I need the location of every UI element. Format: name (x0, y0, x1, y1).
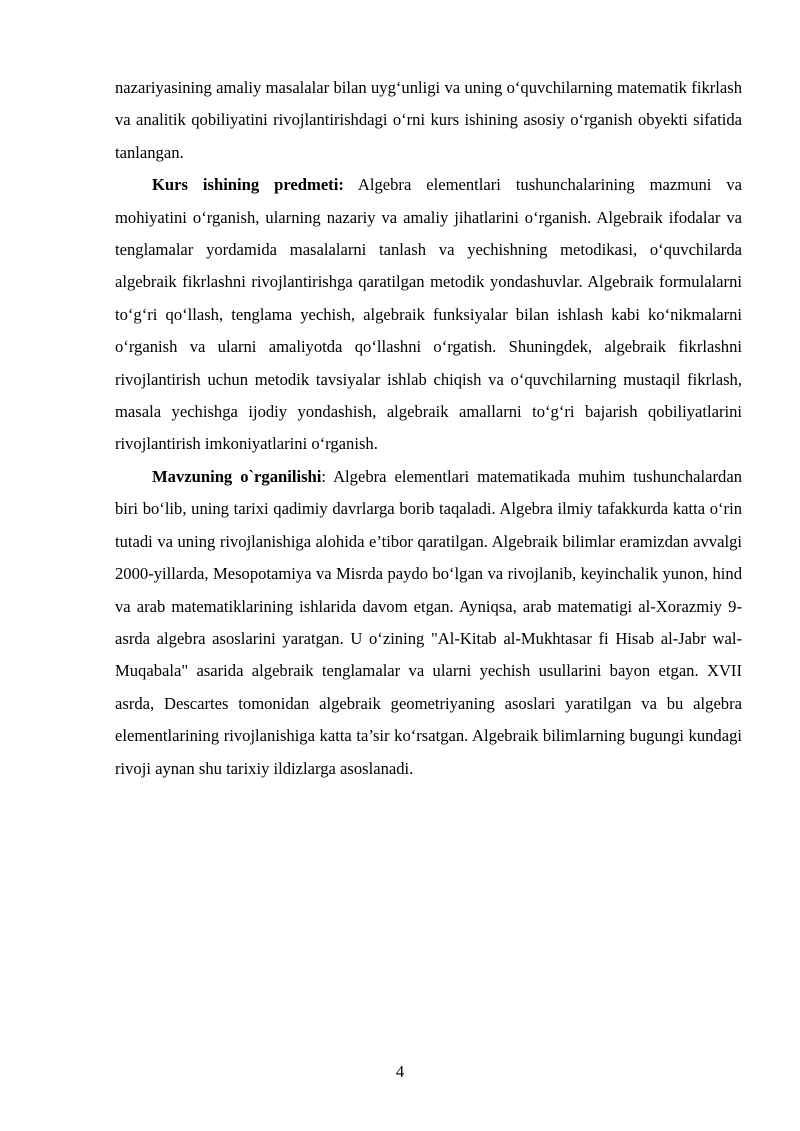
term-separator (344, 175, 358, 194)
paragraph-text: Algebra elementlari matematikada muhim tushunchalardan biri bo‘lib, uning tarixi qadimiy davrlarga borib taqaladi. Algebra ilmiy tafakkurda katta o‘rin tutadi va uning rivojlanishiga alohida e’tibor qaratilgan. Algebraik bilimlar eramizdan avvalgi 2000-yillarda, Mesopotamiya va Misrda paydo bo‘lgan va rivojlanib, keyinchalik yunon, hind va arab matematiklarining ishlarida davom etgan. Ayniqsa, arab matematigi al-Xorazmiy 9-asrda algebra asoslarini yaratgan. U o‘zining "Al-Kitab al-Mukhtasar fi Hisab al-Jabr wal-Muqabala" asarida algebraik tenglamalar va ularni yechish usullarini bayon etgan. XVII asrda, Descartes tomonidan algebraik geometriyaning asoslari yaratilgan va bu algebra elementlarining rivojlanishiga katta ta’sir ko‘rsatgan. Algebraik bilimlarning bugungi kundagi rivoji aynan shu tarixiy ildizlarga asoslanadi. (115, 466, 742, 778)
paragraph-heading-term: Kurs ishining predmeti: (152, 175, 344, 195)
page-body (115, 72, 742, 785)
paragraph-text: Algebra elementlari tushunchalarining mazmuni va mohiyatini o‘rganish, ularning nazariy va amaliy jihatlarini o‘rganish. Algebraik ifodalar va tenglamalar yordamida masalalarni tanlash va yechishning metodikasi, o‘quvchilarda algebraik fikrlashni rivojlantirishga qaratilgan metodik yondashuvlar. Algebraik formulalarni to‘g‘ri qo‘llash, tenglama yechish, algebraik funksiyalar bilan ishlash kabi ko‘nikmalarni o‘rganish va ularni amaliyotda qo‘llashni o‘rgatish. Shuningdek, algebraik fikrlashni rivojlantirish uchun metodik tavsiyalar ishlab chiqish va o‘quvchilarning mustaqil fikrlash, masala yechishga ijodiy yondashish, algebraik amallarni to‘g‘ri bajarish qobiliyatlarini rivojlantirish imkoniyatlarini o‘rganish. (115, 175, 743, 454)
page-number: 4 (395, 1062, 405, 1081)
term-separator: : (321, 466, 334, 486)
paragraph-course-subject (115, 169, 742, 461)
paragraph-heading-term: Mavzuning o`rganilishi (152, 466, 322, 486)
paragraph-intro-continuation (115, 72, 742, 169)
paragraph-text: nazariyasining amaliy masalalar bilan uyg‘unligi va uning o‘quvchilarning matematik fikrlash va analitik qobiliyatini rivojlantirishdagi o‘rni kurs ishining asosiy o‘rganish obyekti sifatida tanlangan. (115, 78, 742, 162)
paragraph-topic-study (115, 461, 742, 785)
